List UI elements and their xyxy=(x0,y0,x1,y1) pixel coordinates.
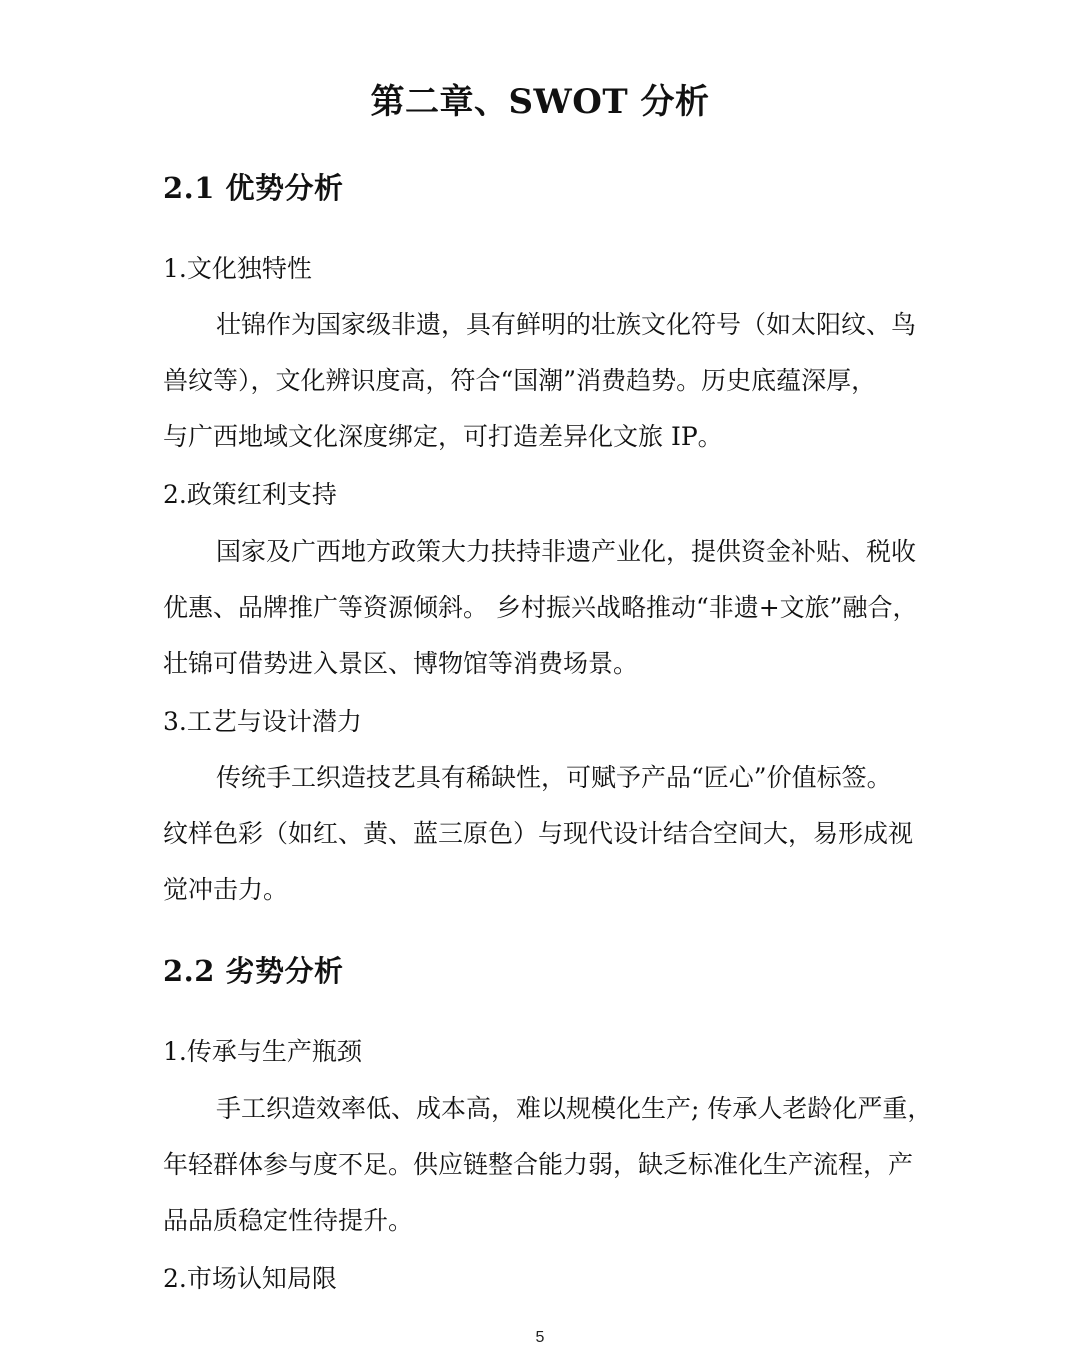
paragraph-line: 与广西地域文化深度绑定，可打造差异化文旅 IP。 xyxy=(163,422,723,451)
paragraph-line: 国家及广西地方政策大力扶持非遗产业化，提供资金补贴、税收 xyxy=(216,537,917,566)
paragraph-line: 传统手工织造技艺具有稀缺性，可赋予产品“匠心”价值标签。 xyxy=(216,763,892,792)
item-heading-inheritance-production-bottleneck: 1.传承与生产瓶颈 xyxy=(163,1037,362,1066)
paragraph-policy-support xyxy=(163,524,933,692)
paragraph-line: 年轻群体参与度不足。供应链整合能力弱，缺乏标准化生产流程，产 xyxy=(163,1150,914,1179)
paragraph-line: 优惠、品牌推广等资源倾斜。 乡村振兴战略推动“非遗+文旅”融合， xyxy=(163,593,918,622)
item-heading-market-awareness-limits: 2.市场认知局限 xyxy=(163,1264,337,1293)
paragraph-line: 壮锦可借势进入景区、博物馆等消费场景。 xyxy=(163,649,639,678)
item-heading-craft-design-potential: 3.工艺与设计潜力 xyxy=(163,707,362,736)
paragraph-line: 品品质稳定性待提升。 xyxy=(163,1206,414,1235)
paragraph-inheritance-production-bottleneck xyxy=(163,1081,933,1249)
section-heading-strengths: 2.1 优势分析 xyxy=(163,171,344,205)
page-number: 5 xyxy=(535,1329,545,1346)
item-heading-policy-support: 2.政策红利支持 xyxy=(163,480,337,509)
chapter-title: 第二章、SWOT 分析 xyxy=(370,82,710,122)
paragraph-line: 纹样色彩（如红、黄、蓝三原色）与现代设计结合空间大，易形成视 xyxy=(163,819,914,848)
paragraph-line: 壮锦作为国家级非遗，具有鲜明的壮族文化符号（如太阳纹、鸟 xyxy=(216,310,917,339)
paragraph-cultural-uniqueness xyxy=(163,297,933,465)
paragraph-line: 手工织造效率低、成本高，难以规模化生产; 传承人老龄化严重， xyxy=(216,1094,933,1123)
paragraph-craft-design-potential xyxy=(163,750,933,918)
item-heading-cultural-uniqueness: 1.文化独特性 xyxy=(163,254,312,283)
section-heading-weaknesses: 2.2 劣势分析 xyxy=(163,954,344,988)
paragraph-line: 兽纹等），文化辨识度高，符合“国潮”消费趋势。历史底蕴深厚， xyxy=(163,366,877,395)
paragraph-line: 觉冲击力。 xyxy=(163,875,289,904)
